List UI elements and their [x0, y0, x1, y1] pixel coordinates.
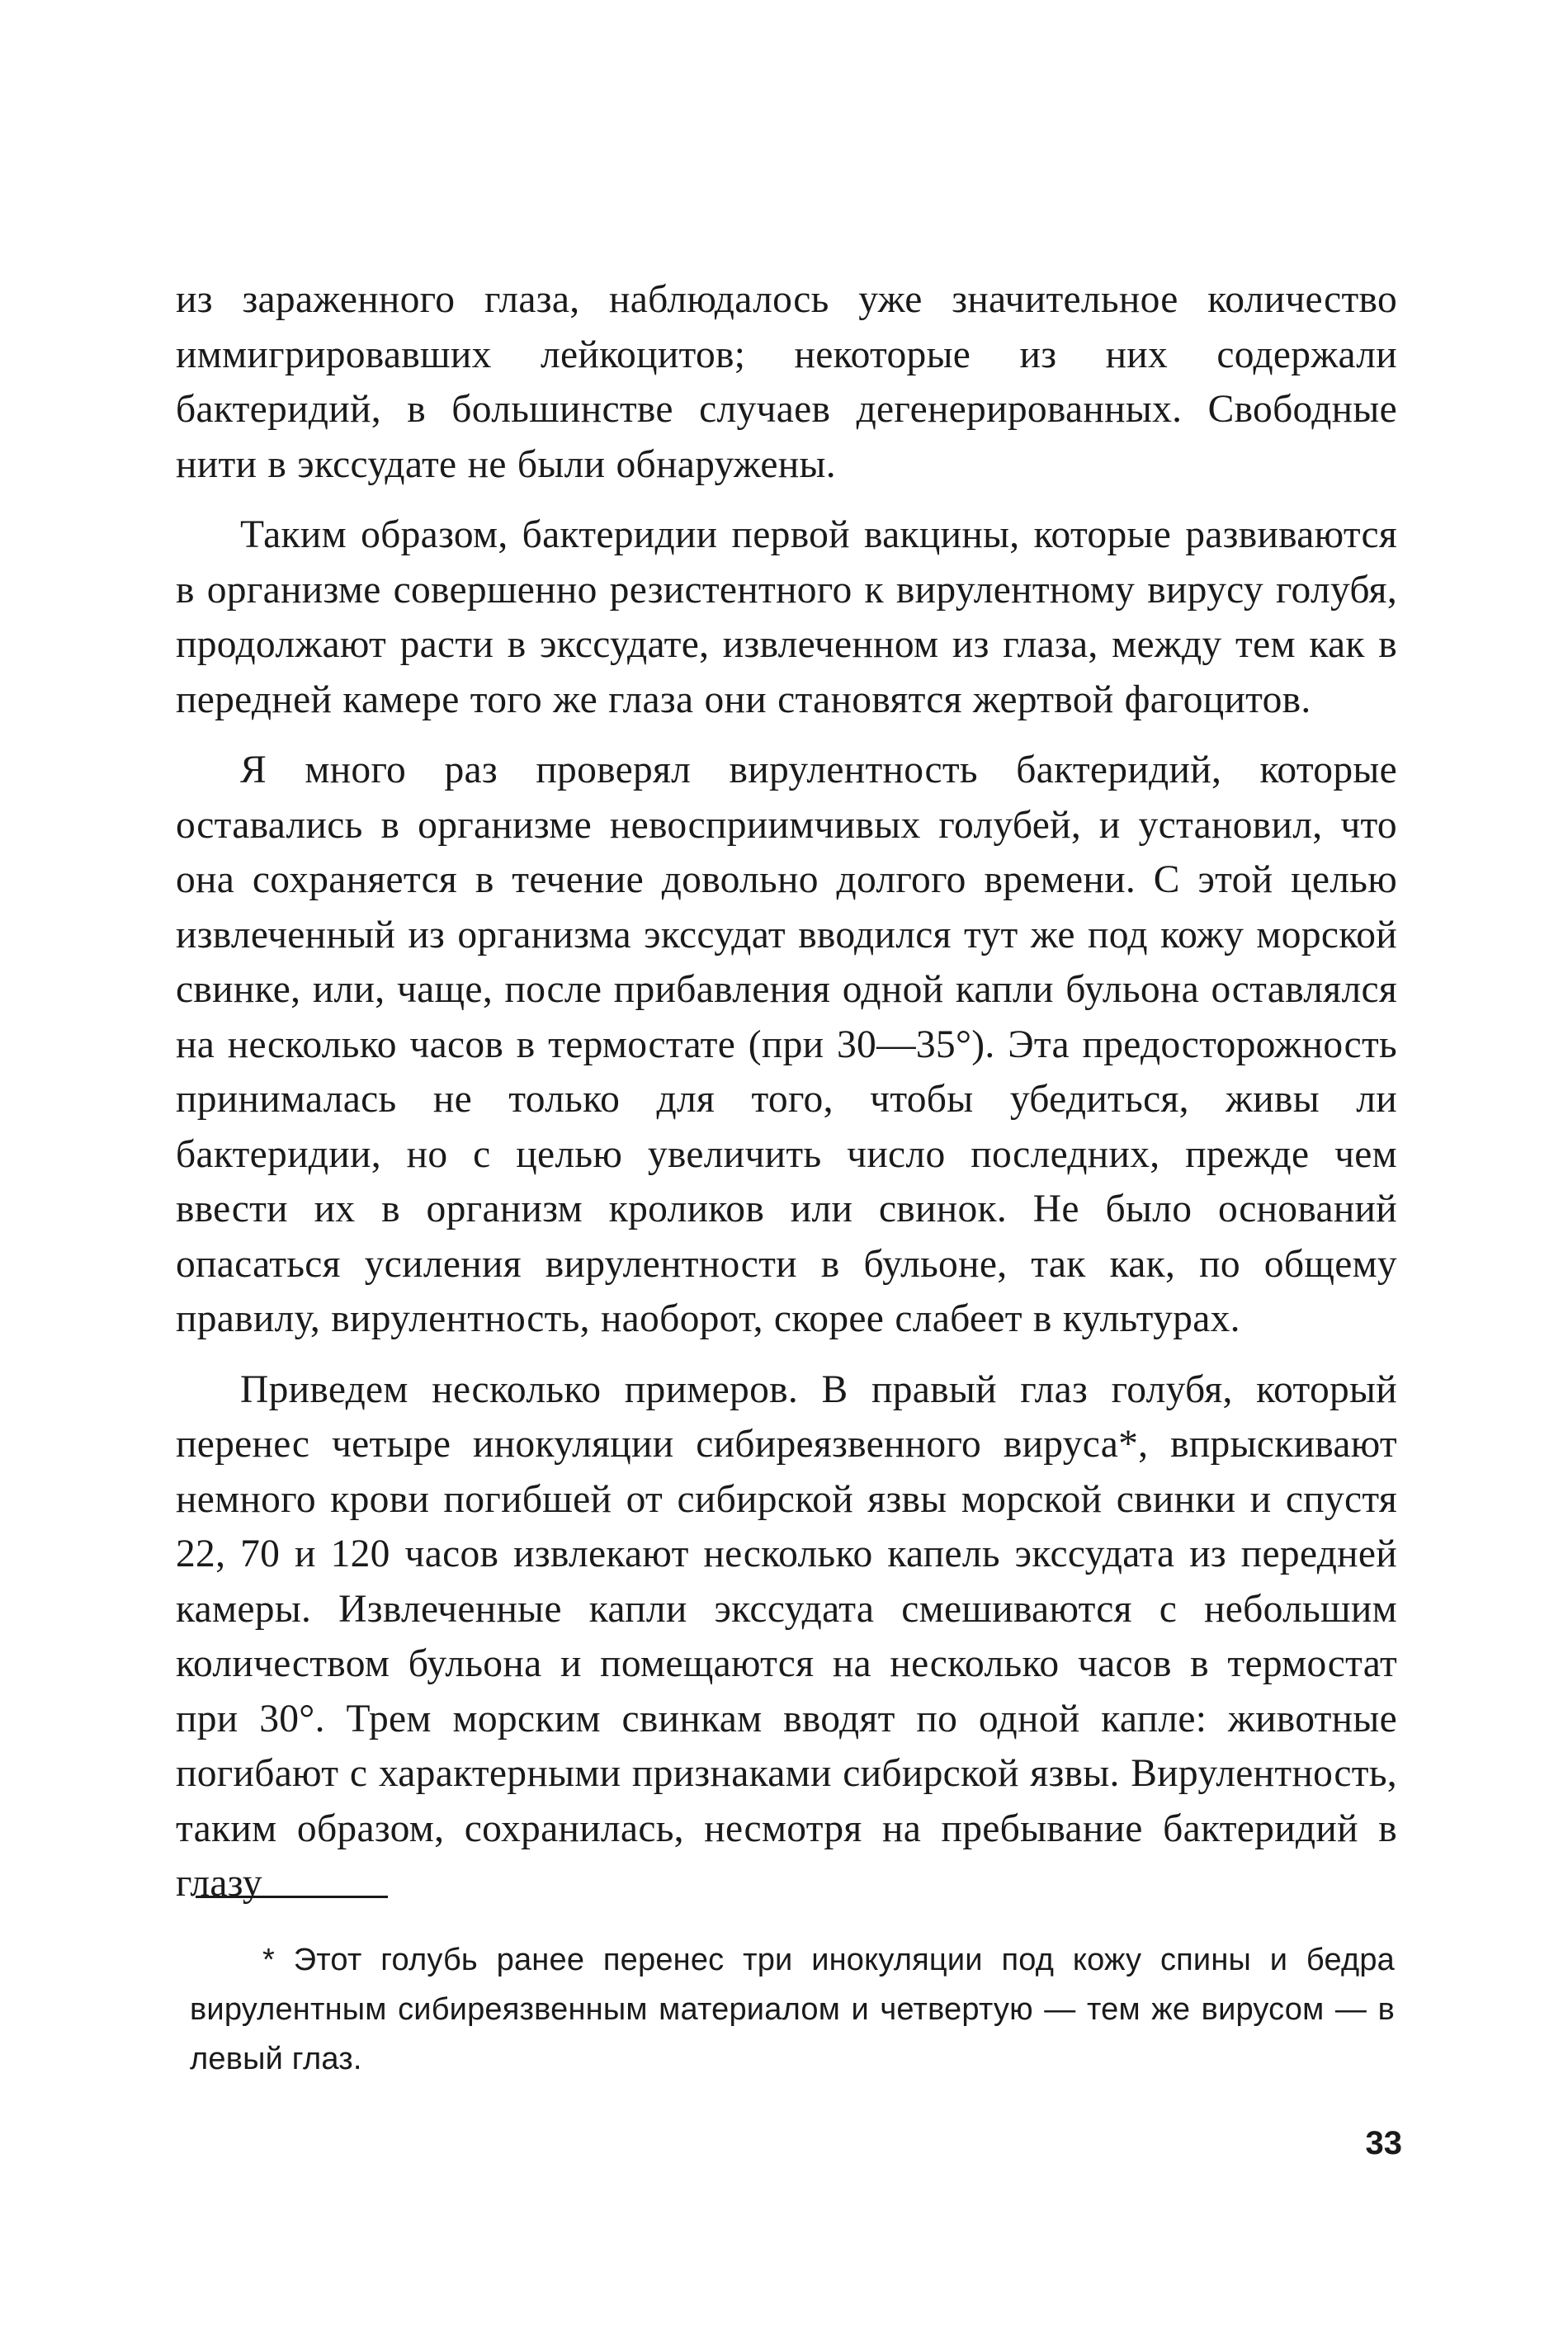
footnote [190, 1935, 1395, 2084]
paragraph: Я много раз проверял вирулентность бактеридий, которые оставались в организме невосприимчивых голубей, и установил, что она сохраняется в течение довольно долгого времени. С этой целью извлеченный из организма экссудат вводился тут же под кожу морской свинке, или, чаще, после прибавления одной капли бульона оставлялся на несколько часов в термостате (при 30—35°). Эта предосторожность принималась не только для того, чтобы убедиться, живы ли бактеридии, но с целью увеличить число последних, прежде чем ввести их в организм кроликов или свинок. Не было оснований опасаться усиления вирулентности в бульоне, так как, по общему правилу, вирулентность, наоборот, скорее слабеет в культурах. [176, 749, 1397, 1340]
footnote-divider [196, 1896, 388, 1898]
paragraph: Приведем несколько примеров. В правый глаз голубя, который перенес четыре инокуляции сибиреязвенного вируса*, впрыскивают немного крови погибшей от сибирской язвы морской свинки и спустя 22, 70 и 120 часов извлекают несколько капель экссудата из передней камеры. Извлеченные капли экссудата смешиваются с небольшим количеством бульона и помещаются на несколько часов в термостат при 30°. Трем морским свинкам вводят по одной капле: животные погибают с характерными признаками сибирской язвы. Вирулентность, таким образом, сохранилась, несмотря на пребывание бактеридий в глазу [176, 1367, 1397, 1905]
page-number: 33 [1365, 2125, 1402, 2161]
main-text [176, 272, 1397, 1927]
paragraph-continued: из зараженного глаза, наблюдалось уже значительное количество иммигрировавших лейкоцитов; некоторые из них содержали бактеридий, в большинстве случаев дегенерированных. Свободные нити в экссудате не были обнаружены. [176, 278, 1397, 486]
paragraph: Таким образом, бактеридии первой вакцины, которые развиваются в организме совершенно резистентного к вирулентному вирусу голубя, продолжают расти в экссудате, извлеченном из глаза, между тем как в передней камере того же глаза они становятся жертвой фагоцитов. [176, 513, 1397, 721]
footnote-text: * Этот голубь ранее перенес три инокуляции под кожу спины и бедра вирулентным сибиреязвенным материалом и четвертую — тем же вирусом — в левый глаз. [190, 1943, 1395, 2076]
